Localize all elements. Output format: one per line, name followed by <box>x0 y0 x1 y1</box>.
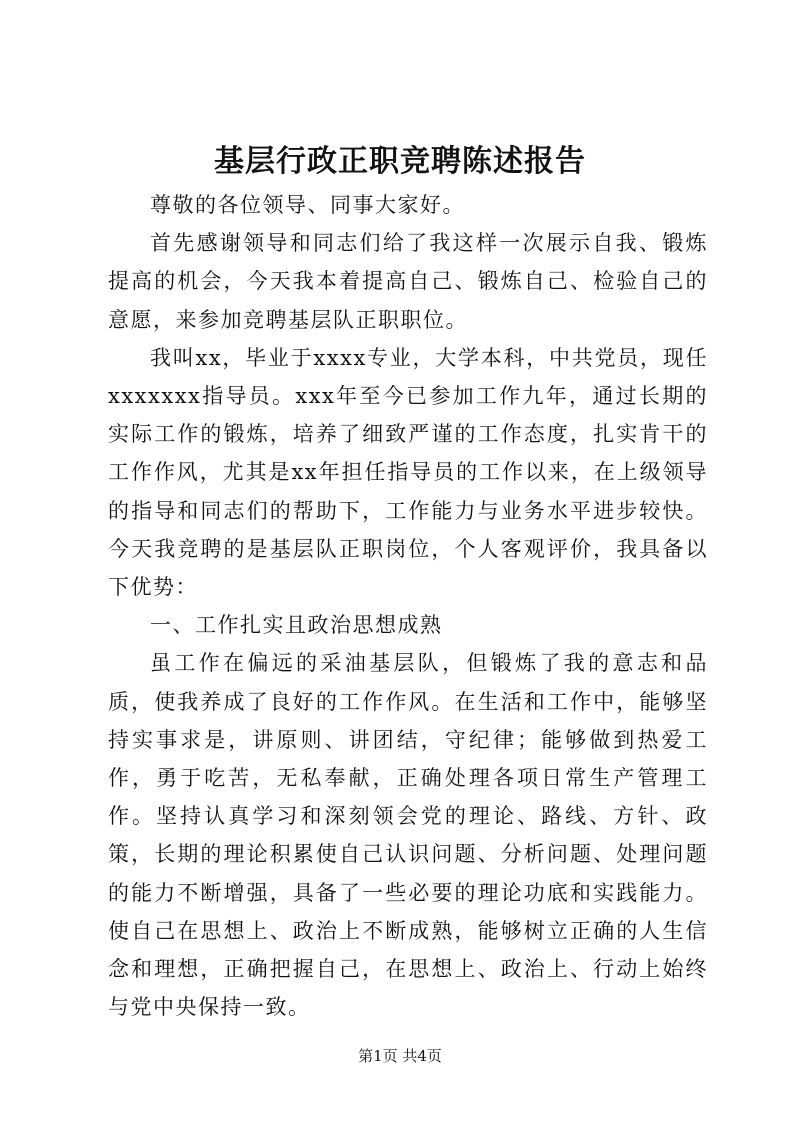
paragraph-section-1: 虽工作在偏远的采油基层队，但锻炼了我的意志和品质，使我养成了良好的工作作风。在生活和工作中，能够坚持实事求是，讲原则、讲团结，守纪律；能够做到热爱工作，勇于吃苦，无私奉献，正确处理各项日常生产管理工作。坚持认真学习和深刻领会党的理论、路线、方针、政策，长期的理论积累使自己认识问题、分析问题、处理问题的能力不断增强，具备了一些必要的理论功底和实践能力。使自己在思想上、政治上不断成熟，能够树立正确的人生信念和理想，正确把握自己，在思想上、政治上、行动上始终与党中央保持一致。 <box>108 651 708 1020</box>
document-title: 基层行政正职竞聘陈述报告 <box>214 144 586 179</box>
paragraph-intro: 首先感谢领导和同志们给了我这样一次展示自我、锻炼提高的机会，今天我本着提高自己、锻炼自己、检验自己的意愿，来参加竞聘基层队正职职位。 <box>108 231 708 332</box>
document-body <box>108 186 708 1026</box>
paragraph-greeting: 尊敬的各位领导、同事大家好。 <box>150 193 465 217</box>
page-number-footer: 第1页 共4页 <box>358 1047 442 1065</box>
paragraph-background: 我叫xx，毕业于xxxx专业，大学本科，中共党员，现任xxxxxxx指导员。xxx年至今已参加工作九年，通过长期的实际工作的锻炼，培养了细致严谨的工作态度，扎实肯干的工作作风，尤其是xx年担任指导员的工作以来，在上级领导的指导和同志们的帮助下，工作能力与业务水平进步较快。今天我竞聘的是基层队正职岗位，个人客观评价，我具备以下优势： <box>108 345 708 600</box>
section-heading-1: 一、工作扎实且政治思想成熟 <box>150 613 443 638</box>
